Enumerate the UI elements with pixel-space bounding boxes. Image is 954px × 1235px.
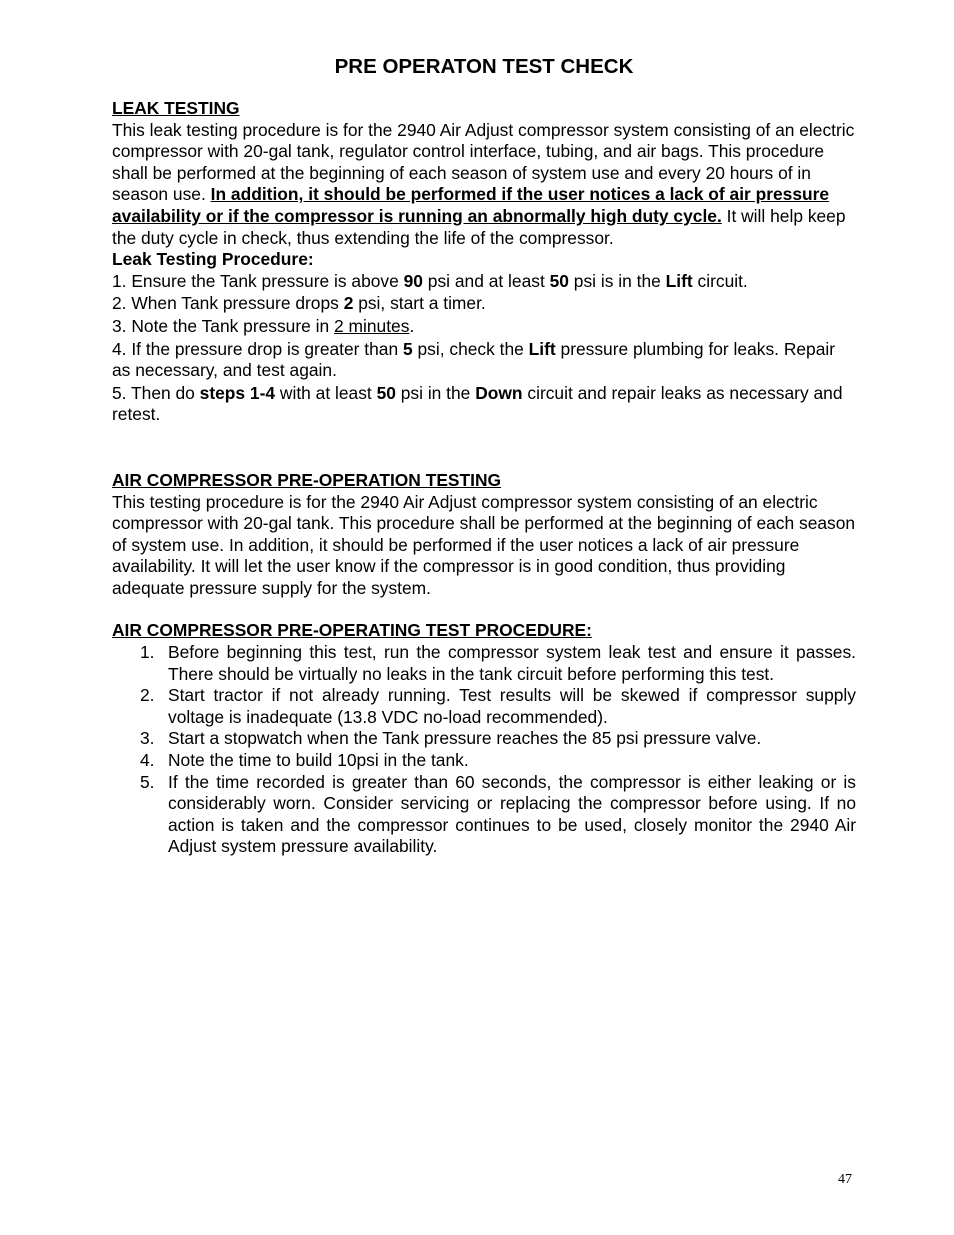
list-item-text: If the time recorded is greater than 60 seconds, the compressor is either leaking or is considerably worn. Consider servicing or replacing the compressor before using. If no action is taken and the compressor continues to be used, closely monitor the 2940 Air Adjust system pressure availability. bbox=[168, 771, 856, 857]
list-item bbox=[112, 750, 856, 772]
compressor-procedure-list bbox=[112, 642, 856, 858]
step-text: with at least bbox=[275, 382, 377, 403]
leak-step-1 bbox=[112, 271, 856, 293]
step-text: 5. Then do bbox=[112, 382, 200, 403]
list-item bbox=[112, 685, 856, 728]
list-item bbox=[112, 728, 856, 750]
step-value: 2 bbox=[343, 293, 354, 314]
leak-step-4 bbox=[112, 339, 856, 382]
leak-step-5 bbox=[112, 383, 856, 426]
list-item-text: Before beginning this test, run the compressor system leak test and ensure it passes. There should be virtually no leaks in the tank circuit before performing this test. bbox=[168, 642, 856, 684]
step-text: psi and at least bbox=[422, 270, 550, 291]
step-text: 4. If the pressure drop is greater than bbox=[112, 338, 403, 359]
compressor-testing-heading: AIR COMPRESSOR PRE-OPERATION TESTING bbox=[112, 469, 502, 490]
leak-procedure-heading: Leak Testing Procedure: bbox=[112, 249, 314, 270]
list-item-number: 4. bbox=[140, 750, 155, 771]
step-text: psi in the bbox=[395, 382, 476, 403]
step-value: 90 bbox=[403, 270, 423, 291]
list-item-number: 1. bbox=[140, 642, 155, 663]
leak-testing-heading: LEAK TESTING bbox=[112, 98, 240, 118]
list-item-text: Start tractor if not already running. Test results will be skewed if compressor supply voltage is inadequate (13.8 VDC no-load recommended). bbox=[168, 685, 856, 727]
list-item-text: Start a stopwatch when the Tank pressure reaches the 85 psi pressure valve. bbox=[168, 728, 762, 749]
step-value: Lift bbox=[528, 338, 556, 359]
step-value: Lift bbox=[665, 270, 693, 291]
page-number: 47 bbox=[838, 1172, 852, 1187]
step-text: pressure plumbing for leaks. Repair as necessary, and test again. bbox=[112, 338, 836, 381]
step-value: 50 bbox=[549, 270, 569, 291]
leak-step-3 bbox=[112, 316, 856, 338]
document-page bbox=[112, 54, 856, 858]
step-text: 2. When Tank pressure drops bbox=[112, 293, 344, 314]
step-text: circuit and repair leaks as necessary and retest. bbox=[112, 382, 843, 425]
step-value: 5 bbox=[402, 338, 413, 359]
step-text: psi, start a timer. bbox=[353, 293, 486, 314]
compressor-procedure-heading: AIR COMPRESSOR PRE-OPERATING TEST PROCEDURE: bbox=[112, 620, 592, 641]
list-item bbox=[112, 772, 856, 858]
leak-testing-intro bbox=[112, 120, 856, 250]
compressor-testing-intro: This testing procedure is for the 2940 Air Adjust compressor system consisting of an electric compressor with 20-gal tank. This procedure shall be performed at the beginning of each season of system use. In addition, it should be performed if the user notices a lack of air pressure availability. It will let the user know if the compressor is in good condition, thus providing adequate pressure supply for the system. bbox=[112, 491, 856, 598]
page-title: PRE OPERATON TEST CHECK bbox=[334, 55, 634, 78]
list-item-number: 2. bbox=[140, 685, 155, 706]
list-item bbox=[112, 642, 856, 685]
leak-step-2 bbox=[112, 293, 856, 315]
step-value: steps 1-4 bbox=[199, 382, 276, 403]
leak-intro-tail: It will help keep the duty cycle in check, thus extending the life of the compressor. bbox=[112, 205, 846, 248]
step-text: . bbox=[409, 315, 415, 336]
list-item-number: 5. bbox=[140, 771, 155, 792]
list-item-text: Note the time to build 10psi in the tank. bbox=[168, 750, 469, 771]
section-spacer bbox=[112, 427, 856, 470]
step-text: psi, check the bbox=[412, 338, 529, 359]
step-value: Down bbox=[475, 382, 523, 403]
step-value: 2 minutes bbox=[334, 315, 410, 336]
list-item-number: 3. bbox=[140, 728, 155, 749]
step-text: circuit. bbox=[692, 270, 748, 291]
step-text: psi is in the bbox=[568, 270, 666, 291]
section-spacer bbox=[112, 599, 856, 620]
step-value: 50 bbox=[376, 382, 396, 403]
step-text: 3. Note the Tank pressure in bbox=[112, 315, 335, 336]
leak-intro-emphasis: In addition, it should be performed if the user notices a lack of air pressure availability or if the compressor is running an abnormally high duty cycle. bbox=[112, 184, 830, 226]
leak-intro-text: This leak testing procedure is for the 2940 Air Adjust compressor system consisting of an electric compressor with 20-gal tank, regulator control interface, tubing, and air bags. This procedure shall be performed at the beginning of each season of system use and every 20 hours of in season use. bbox=[112, 119, 855, 205]
step-text: 1. Ensure the Tank pressure is above bbox=[112, 270, 404, 291]
